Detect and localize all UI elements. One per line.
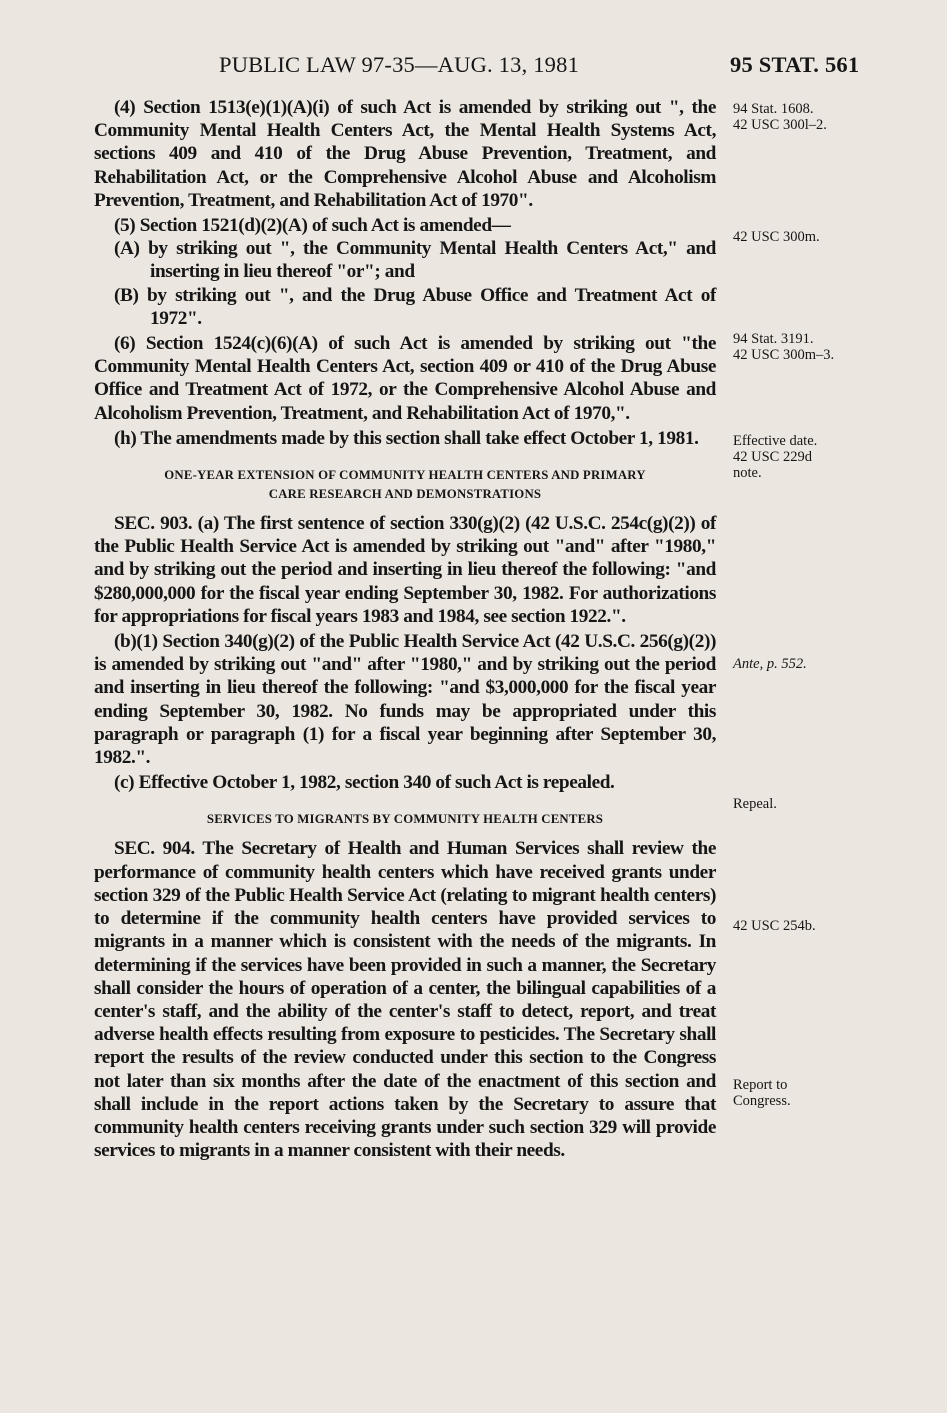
section-heading-903-line1: ONE-YEAR EXTENSION OF COMMUNITY HEALTH CENTERS AND PRIMARY xyxy=(164,468,646,483)
section-heading-904: SERVICES TO MIGRANTS BY COMMUNITY HEALTH CENTERS xyxy=(206,812,604,827)
paragraph-5a: (A) by striking out ", the Community Mental Health Centers Act," and inserting in lieu thereof "or"; and xyxy=(114,238,716,283)
margin-note-effective-date: Effective date. 42 USC 229d note. xyxy=(733,433,818,481)
margin-note-ante: Ante, p. 552. xyxy=(733,656,807,672)
paragraph-4: (4) Section 1513(e)(1)(A)(i) of such Act is amended by striking out ", the Community Mental Health Centers Act, the Mental Health Systems Act, sections 409 and 410 of the Drug Abuse Prevention, Treatment, and Rehabilitation Act, or the Comprehensive Alcohol Abuse and Alcoholism Prevention, Treatment, and Rehabilitation Act of 1970". xyxy=(94,97,716,211)
paragraph-h: (h) The amendments made by this section shall take effect October 1, 1981. xyxy=(114,427,699,449)
section-903-b: (b)(1) Section 340(g)(2) of the Public Health Service Act (42 U.S.C. 256(g)(2)) is amended by striking out "and" after "1980," and by striking out the period and inserting in lieu thereof the following: "and $3,000,000 for the fiscal year ending September 30, 1982. No funds may be appropriated under this paragraph or paragraph (1) for a fiscal year beginning after September 30, 1982.". xyxy=(94,631,716,769)
paragraph-5b: (B) by striking out ", and the Drug Abuse Office and Treatment Act of 1972". xyxy=(114,284,716,329)
margin-note-repeal: Repeal. xyxy=(733,796,777,812)
margin-note-report-to-congress: Report to Congress. xyxy=(733,1077,791,1109)
body-text xyxy=(94,96,716,1162)
margin-note-94-stat-3191: 94 Stat. 3191. 42 USC 300m–3. xyxy=(733,331,835,363)
section-904: SEC. 904. The Secretary of Health and Human Services shall review the performance of community health centers which have received grants under section 329 of the Public Health Service Act (relating to migrant health centers) to determine if the community health centers have provided services to migrants in a manner which is consistent with the needs of the migrants. In determining if the services have been provided in such a manner, the Secretary shall consider the hours of operation of a center, the bilingual capabilities of a center's staff, and the ability of the center's staff to detect, report, and treat adverse health effects resulting from exposure to pesticides. The Secretary shall report the results of the review conducted under this section to the Congress not later than six months after the date of the enactment of this section and shall include in the report actions taken by the Secretary to assure that community health centers receiving grants under such section 329 will provide services to migrants in a manner consistent with their needs. xyxy=(94,838,716,1162)
section-heading-903 xyxy=(94,466,716,504)
margin-note-94-stat-1608: 94 Stat. 1608. 42 USC 300l–2. xyxy=(733,101,827,133)
paragraph-6: (6) Section 1524(c)(6)(A) of such Act is amended by striking out "the Community Mental Health Centers Act, section 409 or 410 of the Drug Abuse Office and Treatment Act of 1972, or the Comprehensive Alcohol Abuse and Alcoholism Prevention, Treatment, and Rehabilitation Act of 1970,". xyxy=(94,333,716,424)
running-header-stat: 95 STAT. 561 xyxy=(730,52,860,77)
paragraph-5: (5) Section 1521(d)(2)(A) of such Act is amended— xyxy=(114,215,511,237)
section-903-a: SEC. 903. (a) The first sentence of section 330(g)(2) (42 U.S.C. 254c(g)(2)) of the Public Health Service Act is amended by striking out "and" after "1980," and by striking out the period and inserting in lieu thereof the following: "and $280,000,000 for the fiscal year ending September 30, 1982. For authorizations for appropriations for fiscal years 1983 and 1984, see section 1922.". xyxy=(94,513,716,627)
margin-note-42-usc-300m: 42 USC 300m. xyxy=(733,229,820,245)
section-heading-903-line2: CARE RESEARCH AND DEMONSTRATIONS xyxy=(268,487,542,502)
section-903-c: (c) Effective October 1, 1982, section 340 of such Act is repealed. xyxy=(114,772,615,794)
running-header-title: PUBLIC LAW 97-35—AUG. 13, 1981 xyxy=(219,52,580,77)
margin-note-42-usc-254b: 42 USC 254b. xyxy=(733,918,816,934)
